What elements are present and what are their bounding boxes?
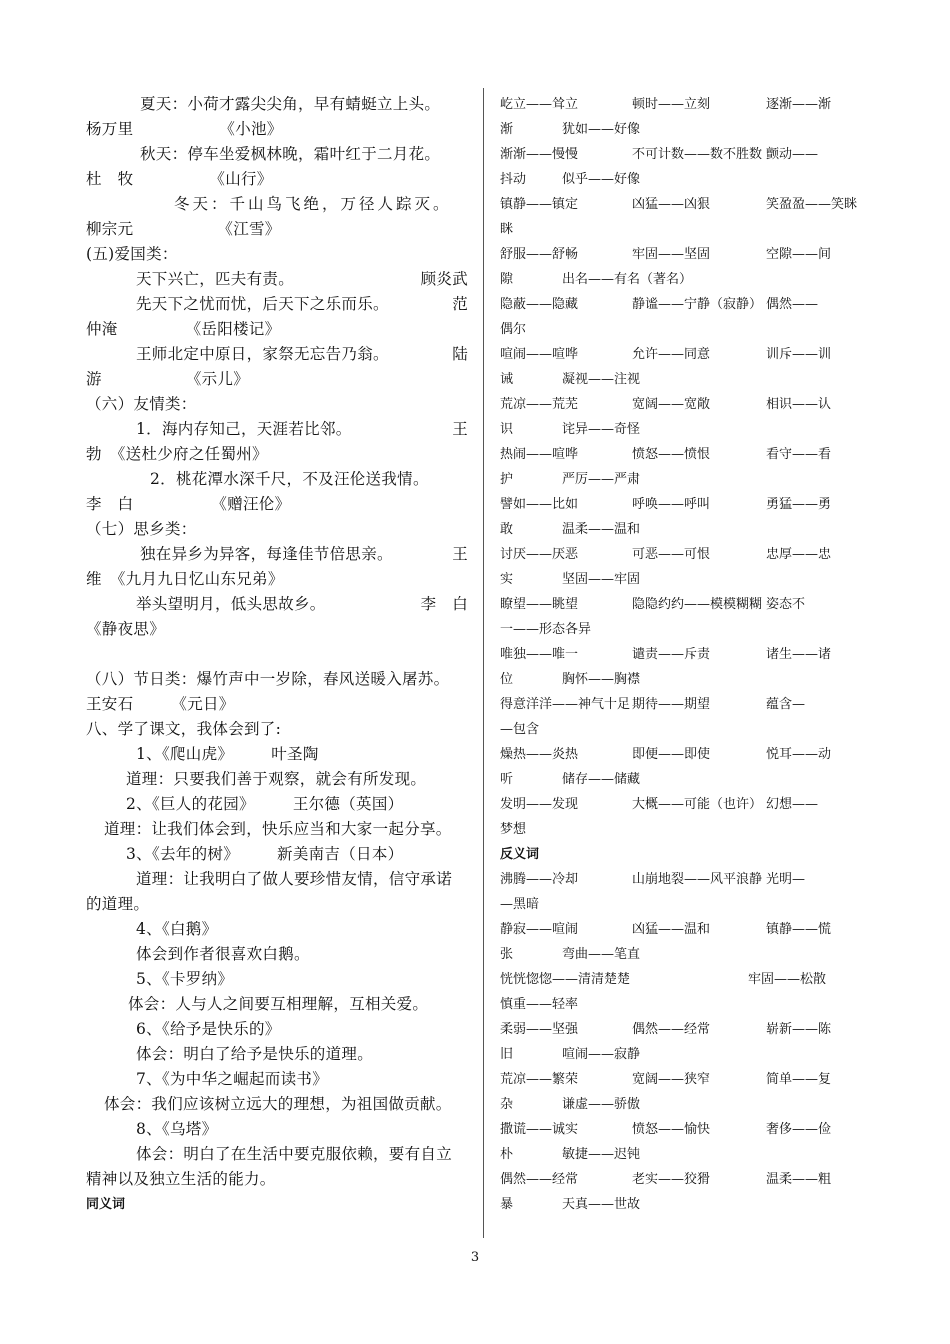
word-pair: 诫	[500, 372, 514, 387]
word-pair-row	[500, 717, 880, 742]
word-pair: 大概——可能（也许）	[632, 797, 763, 812]
poet-and-title: 维 《九月九日忆山东兄弟》	[86, 570, 284, 588]
word-pair-row	[500, 217, 880, 242]
word-pair-row	[500, 1042, 880, 1067]
lesson-line	[86, 1167, 468, 1192]
poet-name: 游	[86, 370, 102, 388]
word-pair: 姿态不	[766, 597, 806, 612]
word-pair-row	[500, 917, 880, 942]
word-pair: 隐隐约约——模模糊糊	[632, 597, 763, 612]
word-pair: 一——形态各异	[500, 622, 592, 637]
word-pair: 恍恍惚惚——清清楚楚	[500, 972, 631, 987]
word-pair: 实	[500, 572, 514, 587]
lesson-insight: 体会：人与人之间要互相理解，互相关爱。	[128, 995, 429, 1013]
poem-summer: 夏天：小荷才露尖尖角，早有蜻蜓立上头。	[140, 95, 441, 113]
poet-name: 李 白	[420, 595, 468, 613]
word-pair: 似乎——好像	[562, 172, 641, 187]
word-pair-row	[500, 242, 880, 267]
lesson-author: 叶圣陶	[271, 745, 319, 763]
category-label: （七）思乡类：	[86, 520, 197, 538]
spacer	[86, 642, 468, 667]
word-pair-row	[500, 567, 880, 592]
lesson-line	[86, 792, 468, 817]
word-pair: 敢	[500, 522, 514, 537]
word-pair: 宽阔——狭窄	[632, 1072, 711, 1087]
word-pair-row	[500, 167, 880, 192]
verse: 王师北定中原日，家祭无忘告乃翁。	[136, 345, 389, 363]
lesson-line	[86, 867, 468, 892]
lesson-line	[86, 1017, 468, 1042]
poem-winter: 冬天：千山鸟飞绝，万径人踪灭。	[174, 195, 452, 213]
word-pair: 偶尔	[500, 322, 527, 337]
lesson-title: 7、《为中华之崛起而读书》	[136, 1070, 329, 1088]
text-line	[86, 292, 468, 317]
word-pair: 静寂——喧闹	[500, 922, 579, 937]
word-pair: 沸腾——冷却	[500, 872, 579, 887]
word-pair: 坚固——牢固	[562, 572, 641, 587]
poem-title: 《赠汪伦》	[211, 495, 291, 513]
word-pair: 温柔——温和	[562, 522, 641, 537]
text-line	[86, 117, 468, 142]
word-pair: 敏捷——迟钝	[562, 1147, 641, 1162]
word-pair-row	[500, 967, 880, 992]
poet-name: 柳宗元	[86, 220, 134, 238]
word-pair: 静谧——宁静（寂静）	[632, 297, 763, 312]
word-pair-row	[500, 342, 880, 367]
poet-name: 仲淹	[86, 320, 118, 338]
lesson-insight-cont: 的道理。	[86, 895, 150, 913]
word-pair: 荒凉——繁荣	[500, 1072, 579, 1087]
word-pair: 笑盈盈——笑眯	[766, 197, 858, 212]
category-heading	[86, 242, 468, 267]
word-pair: 慎重——轻率	[500, 997, 579, 1012]
word-pair-row	[500, 642, 880, 667]
word-pair-row	[500, 1192, 880, 1217]
right-column	[500, 92, 880, 1217]
word-pair: 勇猛——勇	[766, 497, 832, 512]
poem-title: 《静夜思》	[86, 620, 166, 638]
word-pair-row	[500, 1017, 880, 1042]
word-pair: 弯曲——笔直	[562, 947, 641, 962]
word-pair-row	[500, 92, 880, 117]
word-pair: 渐	[500, 122, 514, 137]
word-pair: 识	[500, 422, 514, 437]
category-label: (五)爱国类：	[86, 245, 178, 263]
word-pair-row	[500, 492, 880, 517]
word-pair: 偶然——经常	[632, 1022, 711, 1037]
word-pair: 牢固——松散	[748, 972, 827, 987]
word-pair: 蕴含—	[766, 697, 806, 712]
text-line	[86, 592, 468, 617]
column-divider	[483, 88, 484, 1238]
text-line	[86, 267, 468, 292]
lesson-line	[86, 1117, 468, 1142]
word-pair: 悦耳——动	[766, 747, 832, 762]
word-pair-row	[500, 1167, 880, 1192]
word-pair: —包含	[500, 722, 540, 737]
word-pair-row	[500, 767, 880, 792]
lesson-line	[86, 1042, 468, 1067]
word-pair: 渐渐——慢慢	[500, 147, 579, 162]
poet-and-title: 勃 《送杜少府之任蜀州》	[86, 445, 268, 463]
text-line	[86, 667, 468, 692]
lesson-insight: 体会：明白了给予是快乐的道理。	[136, 1045, 374, 1063]
word-pair-row	[500, 1117, 880, 1142]
word-pair-row	[500, 667, 880, 692]
word-pair: 崭新——陈	[766, 1022, 832, 1037]
word-pair-row	[500, 392, 880, 417]
word-pair-row	[500, 317, 880, 342]
word-pair-row	[500, 267, 880, 292]
word-pair: 愤怒——愤恨	[632, 447, 711, 462]
text-line	[86, 467, 468, 492]
word-pair-row	[500, 817, 880, 842]
verse: 1．海内存知己，天涯若比邻。	[136, 420, 352, 438]
poet-name: 王	[452, 420, 468, 438]
lesson-author: 王尔德（英国）	[292, 795, 404, 813]
word-pair: 简单——复	[766, 1072, 832, 1087]
word-pair: 喧闹——喧哗	[500, 347, 579, 362]
lesson-insight: 体会到作者很喜欢白鹅。	[136, 945, 310, 963]
verse: 2．桃花潭水深千尺，不及汪伦送我情。	[150, 470, 429, 488]
word-pair: 隐蔽——隐藏	[500, 297, 579, 312]
word-pair: 偶然——经常	[500, 1172, 579, 1187]
lesson-title: 4、《白鹅》	[136, 920, 218, 938]
word-pair: 梦想	[500, 822, 527, 837]
word-pair: 允许——同意	[632, 347, 711, 362]
word-pair: 镇静——镇定	[500, 197, 579, 212]
word-pair-row	[500, 867, 880, 892]
category-label: （六）友情类：	[86, 395, 197, 413]
word-pair-row	[500, 742, 880, 767]
poem-autumn: 秋天：停车坐爱枫林晚，霜叶红于二月花。	[140, 145, 441, 163]
antonyms-heading: 反义词	[500, 847, 540, 862]
poet-name: 王	[452, 545, 468, 563]
word-pair-row	[500, 117, 880, 142]
word-pair: 山崩地裂——风平浪静	[632, 872, 763, 887]
word-pair: 凝视——注视	[562, 372, 641, 387]
word-pair: 热闹——喧哗	[500, 447, 579, 462]
word-pair: 相识——认	[766, 397, 832, 412]
word-pair: 储存——储藏	[562, 772, 641, 787]
word-pair: 位	[500, 672, 514, 687]
word-pair: 胸怀——胸襟	[562, 672, 641, 687]
lesson-title: 2、《巨人的花园》	[126, 795, 255, 813]
poet-name: 杜 牧	[86, 170, 134, 188]
lesson-insight-cont: 精神以及独立生活的能力。	[86, 1170, 276, 1188]
word-pair-row	[500, 792, 880, 817]
poem-title: 《山行》	[209, 170, 273, 188]
word-pair: 看守——看	[766, 447, 832, 462]
text-line	[86, 417, 468, 442]
lesson-line	[86, 967, 468, 992]
word-pair-row	[500, 892, 880, 917]
lesson-insight: 体会：明白了在生活中要克服依赖，要有自立	[136, 1145, 453, 1163]
word-pair: 张	[500, 947, 514, 962]
category-heading	[86, 517, 468, 542]
text-line	[86, 617, 468, 642]
word-pair: 发明——发现	[500, 797, 579, 812]
word-pair: 顿时——立刻	[632, 97, 711, 112]
word-pair: 得意洋洋——神气十足	[500, 697, 631, 712]
word-pair: 柔弱——坚强	[500, 1022, 579, 1037]
word-pair-row	[500, 1142, 880, 1167]
verse: 独在异乡为异客，每逢佳节倍思亲。	[140, 545, 393, 563]
word-pair: 眯	[500, 222, 514, 237]
word-pair: 燥热——炎热	[500, 747, 579, 762]
word-pair: 幻想——	[766, 797, 819, 812]
poet-name: 陆	[452, 345, 468, 363]
poem-title: 《示儿》	[185, 370, 250, 388]
lesson-line	[86, 942, 468, 967]
word-pair: 逐渐——渐	[766, 97, 832, 112]
word-pair: 呼唤——呼叫	[632, 497, 711, 512]
word-pair: 旧	[500, 1047, 514, 1062]
word-pair: 朴	[500, 1147, 514, 1162]
poem-title: 《元日》	[171, 695, 235, 713]
lesson-line	[86, 1067, 468, 1092]
verse: 举头望明月，低头思故乡。	[136, 595, 326, 613]
word-pair-row	[500, 992, 880, 1017]
word-pair: 撒谎——诚实	[500, 1122, 579, 1137]
word-pair: 即便——即使	[632, 747, 711, 762]
word-pair: 杂	[500, 1097, 514, 1112]
left-column	[86, 92, 468, 1217]
poet-name: 杨万里	[86, 120, 134, 138]
word-pair: 暴	[500, 1197, 514, 1212]
lesson-line	[86, 892, 468, 917]
word-pair: 讨厌——厌恶	[500, 547, 579, 562]
word-pair: 奢侈——俭	[766, 1122, 832, 1137]
lesson-insight: 道理：让我们体会到，快乐应当和大家一起分享。	[104, 820, 452, 838]
text-line	[86, 692, 468, 717]
verse: 先天下之忧而忧，后天下之乐而乐。	[136, 295, 389, 313]
word-pair: 诧异——奇怪	[562, 422, 641, 437]
word-pair: 不可计数——数不胜数	[632, 147, 763, 162]
word-pair-row	[500, 617, 880, 642]
word-pair: 听	[500, 772, 514, 787]
word-pair: 训斥——训	[766, 347, 832, 362]
word-pair-row	[500, 692, 880, 717]
lesson-line	[86, 742, 468, 767]
poem-title: 《岳阳楼记》	[185, 320, 281, 338]
word-pair-row	[500, 942, 880, 967]
poet-name: 顾炎武	[420, 270, 468, 288]
page-number: 3	[470, 1250, 480, 1265]
lesson-line	[86, 917, 468, 942]
lesson-author: 新美南吉（日本）	[277, 845, 404, 863]
lesson-insight: 体会：我们应该树立远大的理想，为祖国做贡献。	[104, 1095, 452, 1113]
word-pair: 空隙——间	[766, 247, 832, 262]
word-pair: 抖动	[500, 172, 527, 187]
festival-verse: （八）节日类：爆竹声中一岁除，春风送暖入屠苏。	[86, 670, 450, 688]
word-pair-row	[500, 592, 880, 617]
word-pair: 期待——期望	[632, 697, 711, 712]
lesson-line	[86, 842, 468, 867]
poem-title: 《小池》	[219, 120, 283, 138]
lesson-line	[86, 1142, 468, 1167]
word-pair: 光明—	[766, 872, 806, 887]
word-pair-row	[500, 417, 880, 442]
word-pair-row	[500, 142, 880, 167]
text-line	[86, 92, 468, 117]
text-line	[86, 167, 468, 192]
word-pair-row	[500, 517, 880, 542]
word-pair: —黑暗	[500, 897, 540, 912]
text-line	[86, 367, 468, 392]
word-pair: 宽阔——宽敞	[632, 397, 711, 412]
word-pair: 隙	[500, 272, 514, 287]
text-line	[86, 217, 468, 242]
text-line	[86, 192, 468, 217]
section-label: 八、学了课文，我体会到了:	[86, 720, 282, 738]
word-pair-row	[500, 442, 880, 467]
section-heading	[86, 717, 468, 742]
lesson-title: 8、《乌塔》	[136, 1120, 218, 1138]
lesson-title: 1、《爬山虎》	[136, 745, 234, 763]
word-pair: 瞭望——眺望	[500, 597, 579, 612]
text-line	[86, 342, 468, 367]
word-pair: 可恶——可恨	[632, 547, 711, 562]
word-pair: 愤怒——愉快	[632, 1122, 711, 1137]
text-line	[86, 542, 468, 567]
word-pair: 谦虚——骄傲	[562, 1097, 641, 1112]
word-pair: 凶猛——凶狠	[632, 197, 711, 212]
word-pair: 谴责——斥责	[632, 647, 711, 662]
text-line	[86, 567, 468, 592]
word-pair: 颤动——	[766, 147, 819, 162]
word-pair-row	[500, 192, 880, 217]
lesson-line	[86, 992, 468, 1017]
word-pair: 严厉——严肃	[562, 472, 641, 487]
word-pair-row	[500, 292, 880, 317]
word-pair: 老实——狡猾	[632, 1172, 711, 1187]
lesson-insight: 道理：只要我们善于观察，就会有所发现。	[126, 770, 427, 788]
lesson-line	[86, 1092, 468, 1117]
word-pair: 唯独——唯一	[500, 647, 579, 662]
word-pair: 犹如——好像	[562, 122, 641, 137]
poet-name: 王安石	[86, 695, 134, 713]
word-pair: 护	[500, 472, 514, 487]
word-pair: 喧闹——寂静	[562, 1047, 641, 1062]
lesson-title: 3、《去年的树》	[126, 845, 240, 863]
text-line	[86, 317, 468, 342]
category-heading	[86, 392, 468, 417]
word-pair: 温柔——粗	[766, 1172, 832, 1187]
poet-name: 范	[452, 295, 468, 313]
poet-name: 李 白	[86, 495, 134, 513]
word-pair-row	[500, 467, 880, 492]
word-pair-row	[500, 1092, 880, 1117]
word-pair-row	[500, 367, 880, 392]
word-pair: 荒凉——荒芜	[500, 397, 579, 412]
word-pair: 舒服——舒畅	[500, 247, 579, 262]
word-pair: 屹立——耸立	[500, 97, 579, 112]
word-pair: 牢固——坚固	[632, 247, 711, 262]
word-pair: 出名——有名（著名）	[562, 272, 693, 287]
word-pair-row	[500, 542, 880, 567]
word-pair-row	[500, 1067, 880, 1092]
lesson-line	[86, 767, 468, 792]
lesson-title: 6、《给予是快乐的》	[136, 1020, 281, 1038]
lesson-insight: 道理：让我明白了做人要珍惜友情，信守承诺	[136, 870, 453, 888]
word-pair: 忠厚——忠	[766, 547, 832, 562]
word-pair: 天真——世故	[562, 1197, 641, 1212]
lesson-title: 5、《卡罗纳》	[136, 970, 234, 988]
word-pair: 凶猛——温和	[632, 922, 711, 937]
word-pair: 镇静——慌	[766, 922, 832, 937]
synonyms-heading: 同义词	[86, 1197, 126, 1212]
word-pair: 偶然——	[766, 297, 819, 312]
text-line	[86, 492, 468, 517]
verse: 天下兴亡，匹夫有责。	[136, 270, 295, 288]
poem-title: 《江雪》	[217, 220, 281, 238]
word-pair: 诸生——诸	[766, 647, 832, 662]
lesson-line	[86, 817, 468, 842]
text-line	[86, 442, 468, 467]
word-pair: 譬如——比如	[500, 497, 579, 512]
text-line	[86, 142, 468, 167]
